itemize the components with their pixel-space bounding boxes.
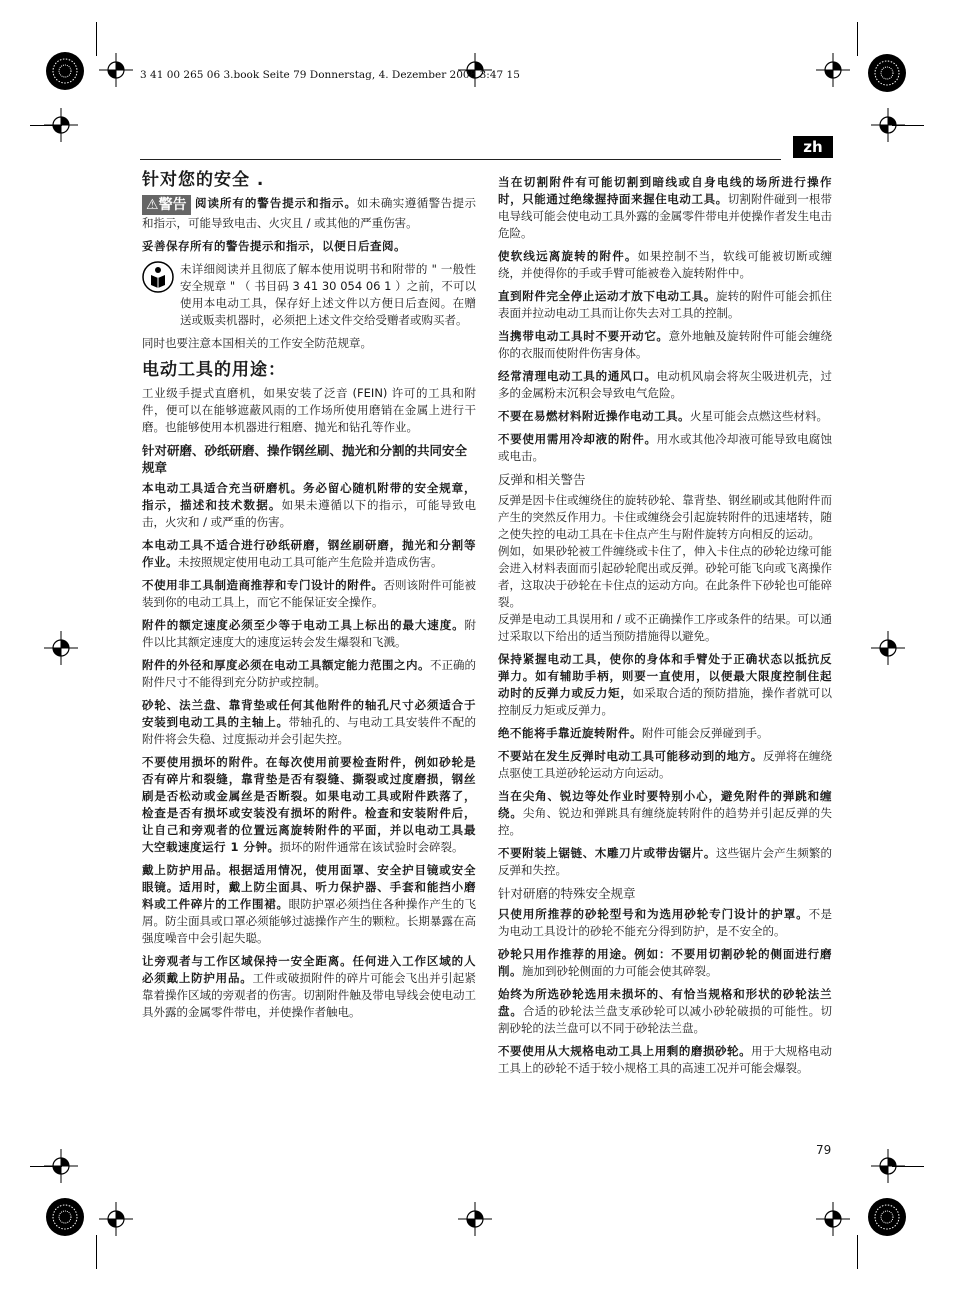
section-title-use: 电动工具的用途： <box>142 360 286 380</box>
paragraph: 只使用所推荐的砂轮型号和为选用砂轮专门设计的护罩。不是为电动工具设计的砂轮不能充分得到防护，是不安全的。 <box>498 907 833 938</box>
page-number: 79 <box>816 1143 832 1157</box>
crop-line <box>892 1166 924 1167</box>
crosshair-registration-icon <box>99 1202 133 1236</box>
crop-line <box>892 125 924 126</box>
paragraph: 使软线远离旋转的附件。如果控制不当，软线可能被切断或缠绕，并使得你的手或手臂可能被卷入旋转附件中。 <box>498 249 833 280</box>
section-title-safety: 针对您的安全 . <box>142 170 265 190</box>
crop-line <box>857 1235 858 1269</box>
crosshair-registration-icon <box>816 1202 850 1236</box>
left-column <box>142 172 476 1027</box>
paragraph: 反弹是因卡住或缠绕住的旋转砂轮、靠背垫、钢丝刷或其他附件而产生的突然反作用力。卡住或缠绕会引起旋转附件的迅速堵转，随之使失控的电动工具在卡住点产生与附件旋转方向相反的运动。 <box>498 493 832 541</box>
paragraph: 反弹是电动工具误用和 / 或不正确操作工序或条件的结果。可以通过采取以下给出的适当预防措施得以避免。 <box>498 612 832 643</box>
print-slug: 3 41 00 265 06 3.book Seite 79 Donnerstag, 4. Dezember 2008 3:47 15 <box>140 69 520 81</box>
paragraph: 戴上防护用品。根据适用情况，使用面罩、安全护目镜或安全眼镜。适用时，戴上防尘面具、听力保护器、手套和能挡小磨料或工件碎片的工作围裙。眼防护罩必须挡住各种操作产生的飞屑。防尘面具或口罩必须能够过滤操作产生的颗粒。长期暴露在高强度噪音中会引起失聪。 <box>142 863 477 945</box>
paragraph: 本电动工具适合充当研磨机。务必留心随机附带的安全规章，指示，描述和技术数据。如果未遵循以下的指示，可能导致电击，火灾和 / 或严重的伤害。 <box>142 481 477 529</box>
paragraph: 让旁观者与工作区域保持一安全距离。任何进入工作区域的人必须戴上防护用品。工件或破损附件的碎片可能会飞出并引起紧靠着操作区域的旁观者的伤害。切割附件触及带电导线会使电动工具外露的金属零件带电，并使操作者触电。 <box>142 954 476 1019</box>
warning-triangle-icon: ⚠ <box>146 197 159 213</box>
paragraph: 例如，如果砂轮被工件缠绕或卡住了，伸入卡住点的砂轮边缘可能会进入材料表面而引起砂轮爬出或反弹。砂轮可能飞向或飞离操作者，这取决于砂轮在卡住点的运动方向。在此条件下砂轮也可能碎裂。 <box>498 544 832 609</box>
paragraph: 始终为所选砂轮选用未损坏的、有恰当规格和形状的砂轮法兰盘。合适的砂轮法兰盘支承砂轮可以减小砂轮破损的可能性。切割砂轮的法兰盘可以不同于砂轮法兰盘。 <box>498 987 833 1035</box>
paragraph: 直到附件完全停止运动才放下电动工具。旋转的附件可能会抓住表面并拉动电动工具而让你失去对工具的控制。 <box>498 289 832 320</box>
paragraph: 当在尖角、锐边等处作业时要特别小心，避免附件的弹跳和缠绕。尖角、锐边和弹跳具有缠绕旋转附件的趋势并引起反弹的失控。 <box>498 789 833 837</box>
paragraph: 当在切割附件有可能切割到暗线或自身电线的场所进行操作时，只能通过绝缘握持面来握住电动工具。切割附件碰到一根带电导线可能会使电动工具外露的金属零件带电并使操作者发生电击危险。 <box>498 175 833 240</box>
paragraph: 保持紧握电动工具，使你的身体和手臂处于正确状态以抵抗反弹力。如有辅助手柄，则要一直使用，以便最大限度控制住起动时的反弹力或反力矩，如采取合适的预防措施，操作者就可以控制反力矩或反弹力。 <box>498 652 833 717</box>
paragraph: 本电动工具不适合进行砂纸研磨，钢丝刷研磨，抛光和分割等作业。未按照规定使用电动工具可能产生危险并造成伤害。 <box>142 538 476 569</box>
crop-line <box>30 125 62 126</box>
crop-line <box>30 1166 62 1167</box>
paragraph: 同时也要注意本国相关的工作安全防范规章。 <box>142 336 372 350</box>
paragraph: 经常清理电动工具的通风口。电动机风扇会将灰尘吸进机壳，过多的金属粉末沉积会导致电气危险。 <box>498 369 833 400</box>
paragraph: 不使用非工具制造商推荐和专门设计的附件。否则该附件可能被装到你的电动工具上，而它不能保证安全操作。 <box>142 578 477 609</box>
paragraph: 妥善保存所有的警告提示和指示，以便日后查阅。 <box>142 239 406 253</box>
crosshair-registration-icon <box>44 631 78 665</box>
paragraph: 不要在易燃材料附近操作电动工具。火星可能会点燃这些材料。 <box>498 409 828 423</box>
crosshair-registration-icon <box>816 53 850 87</box>
paragraph: 砂轮只用作推荐的用途。例如：不要用切割砂轮的侧面进行磨削。施加到砂轮侧面的力可能会使其碎裂。 <box>498 947 832 978</box>
paragraph: 不要使用从大规格电动工具上用剩的磨损砂轮。用于大规格电动工具上的砂轮不适于较小规格工具的高速工况并可能会爆裂。 <box>498 1044 833 1075</box>
warning-badge: ⚠警告 <box>142 195 191 215</box>
paragraph: ⚠警告 阅读所有的警告提示和指示。如未确实遵循警告提示和指示，可能导致电击、火灾且 / 或其他的严重伤害。 <box>142 196 477 230</box>
crop-line <box>857 22 858 56</box>
paragraph: 不要使用需用冷却液的附件。用水或其他冷却液可能导致电腐蚀或电击。 <box>498 432 833 463</box>
paragraph: 绝不能将手靠近旋转附件。附件可能会反弹碰到手。 <box>498 726 769 740</box>
section-title-common: 针对研磨、砂纸研磨、操作钢丝刷、抛光和分割的共同安全规章 <box>142 443 468 475</box>
read-manual-note: 未详细阅读并且彻底了解本使用说明书和附带的 " 一般性安全规章 " （ 书目码 3 41 30 054 06 1 ）之前，不可以使用本电动工具，保存好上述文件以方便日后查阅。在赠送或贩卖机器时，必须把上述文件交给受赠者或购买者。 <box>142 261 476 335</box>
paragraph: 不要站在发生反弹时电动工具可能移动到的地方。反弹将在缠绕点驱使工具逆砂轮运动方向运动。 <box>498 749 832 780</box>
paragraph: 不要使用损坏的附件。在每次使用前要检查附件，例如砂轮是否有碎片和裂缝，靠背垫是否有裂缝、撕裂或过度磨损，钢丝刷是否松动或金属丝是否断裂。如果电动工具或附件跌落了，检查是否有损坏或安装没有损坏的附件。检查和安装附件后，让自己和旁观者的位置远离旋转附件的平面，并以电动工具最大空载速度运行 1 分钟。损坏的附件通常在该试验时会碎裂。 <box>142 755 476 854</box>
crop-line <box>96 1235 97 1269</box>
color-calibration-starburst-icon <box>45 1197 85 1237</box>
color-calibration-starburst-icon <box>45 51 85 91</box>
language-tab: zh <box>793 136 833 158</box>
color-calibration-starburst-icon <box>867 53 907 93</box>
paragraph: 不要附装上锯链、木雕刀片或带齿锯片。这些锯片会产生频繁的反弹和失控。 <box>498 846 832 877</box>
header-rule <box>140 159 781 160</box>
section-title-kickback: 反弹和相关警告 <box>498 472 586 487</box>
right-column <box>498 174 832 1083</box>
paragraph: 当携带电动工具时不要开动它。意外地触及旋转附件可能会缠绕你的衣服而使附件伤害身体。 <box>498 329 832 360</box>
read-manual-icon <box>142 261 174 293</box>
paragraph: 附件的额定速度必须至少等于电动工具上标出的最大速度。附件以比其额定速度大的速度运转会发生爆裂和飞溅。 <box>142 618 476 649</box>
crosshair-registration-icon <box>458 1202 492 1236</box>
paragraph: 砂轮、法兰盘、靠背垫或任何其他附件的轴孔尺寸必须适合于安装到电动工具的主轴上。带轴孔的、与电动工具安装件不配的附件将会失稳、过度振动并会引起失控。 <box>142 698 477 746</box>
section-title-grinding: 针对研磨的特殊安全规章 <box>498 886 636 901</box>
color-calibration-starburst-icon <box>867 1197 907 1237</box>
paragraph: 工业级手提式直磨机，如果安装了泛音 (FEIN) 许可的工具和附件，便可以在能够遮蔽风雨的工作场所使用磨销在金属上进行干磨。也能够使用本机器进行粗磨、抛光和钻孔等作业。 <box>142 386 476 434</box>
crosshair-registration-icon <box>99 53 133 87</box>
paragraph: 附件的外径和厚度必须在电动工具额定能力范围之内。不正确的附件尺寸不能得到充分防护或控制。 <box>142 658 476 689</box>
crosshair-registration-icon <box>871 631 905 665</box>
crop-line <box>96 22 97 56</box>
